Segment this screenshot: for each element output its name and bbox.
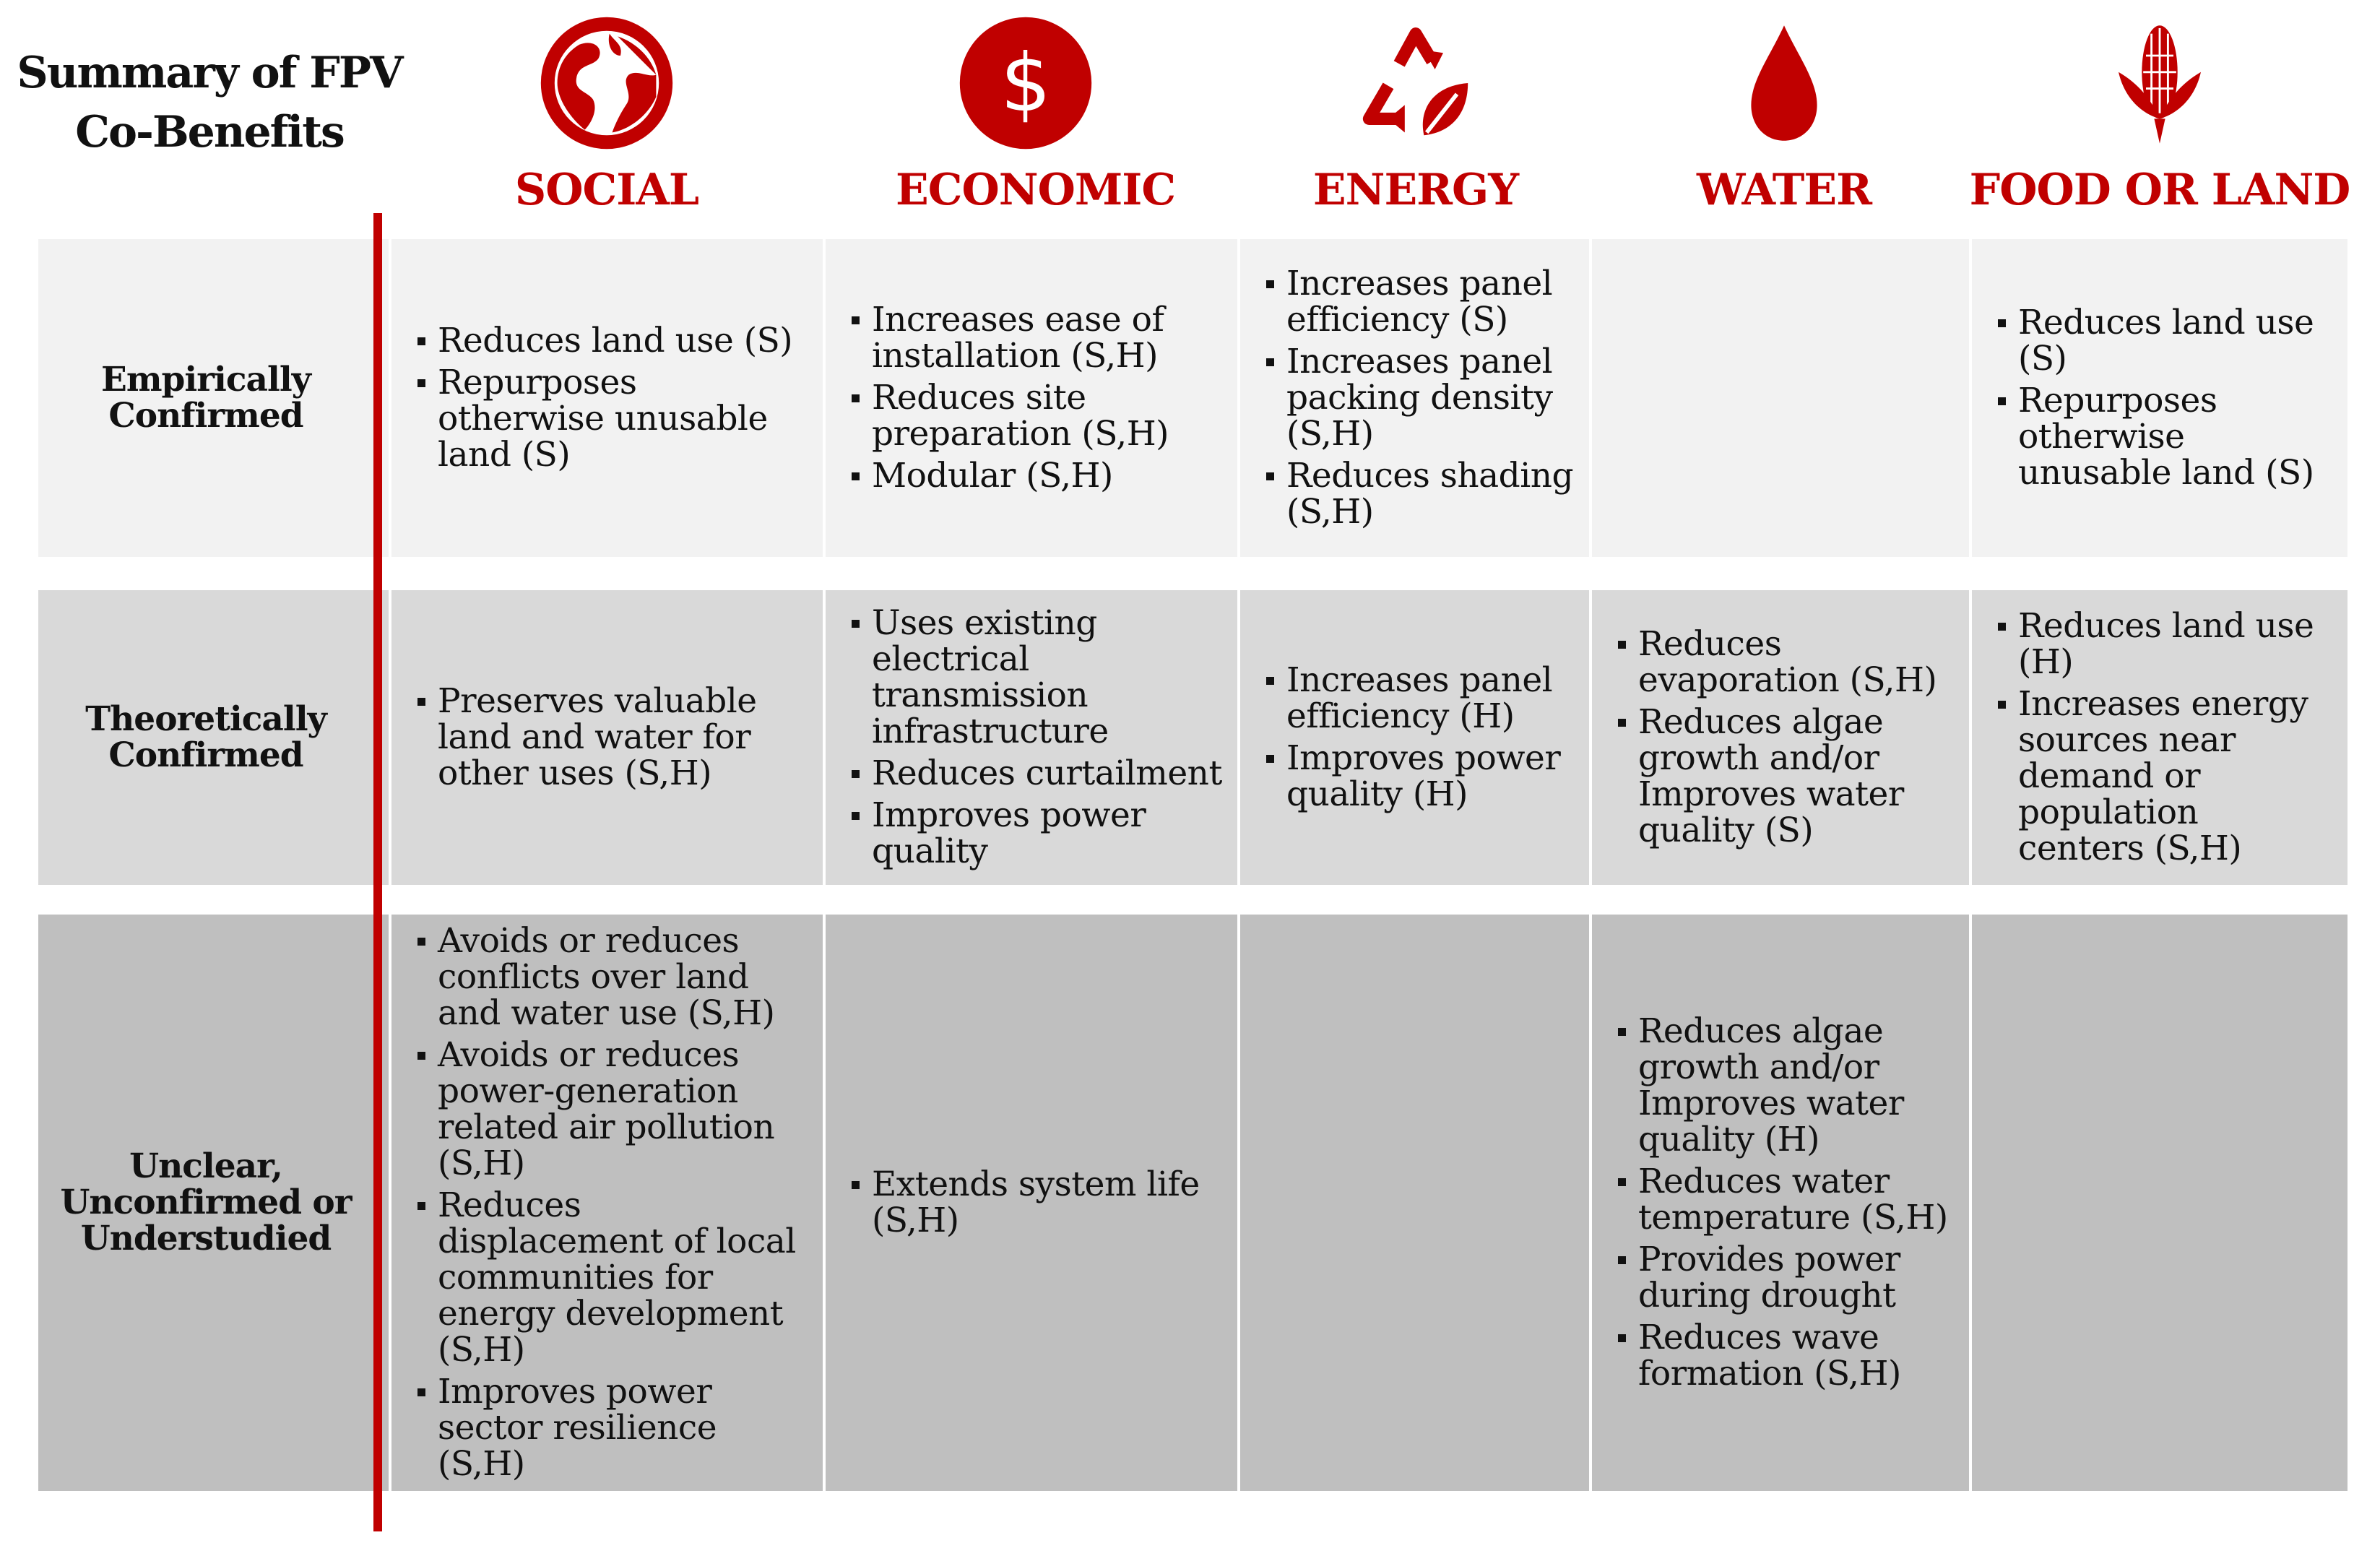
page-title: Summary of FPV Co-Benefits — [17, 48, 402, 157]
list-item: Reduces land use (S) — [1998, 305, 2333, 377]
list-item: Increases panel efficiency (H) — [1266, 662, 1575, 735]
list-item: Uses existing electrical transmission infrastructure — [852, 605, 1223, 750]
cell-energy — [1237, 590, 1589, 885]
list-item: Modular (S,H) — [852, 458, 1223, 494]
column-header-energy: ENERGY — [1307, 14, 1524, 215]
cell-energy — [1237, 239, 1589, 557]
list-item: Improves power quality — [852, 798, 1223, 870]
water-drop-icon — [1715, 14, 1853, 152]
cell-food-or-land — [1969, 239, 2347, 557]
list-item: Avoids or reduces power-generation related air pollution (S,H) — [417, 1037, 808, 1182]
cell-food-or-land — [1969, 915, 2347, 1491]
row-label: Empirically Confirmed — [101, 360, 311, 436]
dollar-icon — [957, 14, 1094, 152]
red-divider-line — [373, 213, 382, 1531]
list-item: Repurposes otherwise unusable land (S) — [1998, 383, 2333, 491]
list-item: Avoids or reduces conflicts over land and water use (S,H) — [417, 923, 808, 1032]
cell-energy — [1237, 915, 1589, 1491]
list-item: Provides power during drought — [1618, 1242, 1955, 1314]
list-item: Reduces site preparation (S,H) — [852, 380, 1223, 452]
column-header-social: SOCIAL — [506, 14, 708, 215]
list-item: Reduces evaporation (S,H) — [1618, 626, 1955, 699]
list-item: Reduces algae growth and/or Improves water quality (S) — [1618, 704, 1955, 849]
svg-text:$: $ — [1000, 37, 1052, 129]
row-theoretically-confirmed — [38, 590, 2347, 885]
cell-water — [1589, 915, 1969, 1491]
cell-water — [1589, 239, 1969, 557]
cell-food-or-land — [1969, 590, 2347, 885]
list-item: Reduces water temperature (S,H) — [1618, 1164, 1955, 1236]
cell-economic — [823, 239, 1237, 557]
cell-social — [389, 590, 823, 885]
cell-economic — [823, 915, 1237, 1491]
cell-social — [389, 239, 823, 557]
list-item: Reduces wave formation (S,H) — [1618, 1320, 1955, 1392]
recycle-leaf-icon — [1347, 14, 1484, 152]
cell-social — [389, 915, 823, 1491]
corn-icon — [2091, 14, 2228, 152]
list-item: Repurposes otherwise unusable land (S) — [417, 365, 808, 473]
row-label: Theoretically Confirmed — [85, 699, 326, 775]
list-item: Reduces land use (S) — [417, 323, 808, 359]
list-item: Improves power quality (H) — [1266, 740, 1575, 813]
column-header-food-or-land: FOOD OR LAND — [1965, 14, 2355, 215]
row-label: Unclear, Unconfirmed or Understudied — [60, 1146, 352, 1258]
cell-water — [1589, 590, 1969, 885]
list-item: Reduces land use (H) — [1998, 608, 2333, 680]
column-header-water: WATER — [1676, 14, 1892, 215]
list-item: Increases ease of installation (S,H) — [852, 302, 1223, 374]
list-item: Preserves valuable land and water for other uses (S,H) — [417, 683, 808, 792]
list-item: Improves power sector resilience (S,H) — [417, 1374, 808, 1482]
cell-economic — [823, 590, 1237, 885]
column-header-economic: $ ECONOMIC — [896, 14, 1156, 215]
list-item: Increases energy sources near demand or population centers (S,H) — [1998, 686, 2333, 867]
list-item: Reduces shading (S,H) — [1266, 458, 1575, 530]
row-empirically-confirmed — [38, 239, 2347, 557]
list-item: Extends system life (S,H) — [852, 1167, 1223, 1239]
globe-icon — [538, 14, 675, 152]
list-item: Reduces algae growth and/or Improves water quality (H) — [1618, 1013, 1955, 1158]
list-item: Reduces curtailment — [852, 756, 1223, 792]
list-item: Increases panel packing density (S,H) — [1266, 344, 1575, 452]
row-unclear-unconfirmed — [38, 915, 2347, 1491]
list-item: Reduces displacement of local communities for energy development (S,H) — [417, 1188, 808, 1368]
list-item: Increases panel efficiency (S) — [1266, 266, 1575, 338]
